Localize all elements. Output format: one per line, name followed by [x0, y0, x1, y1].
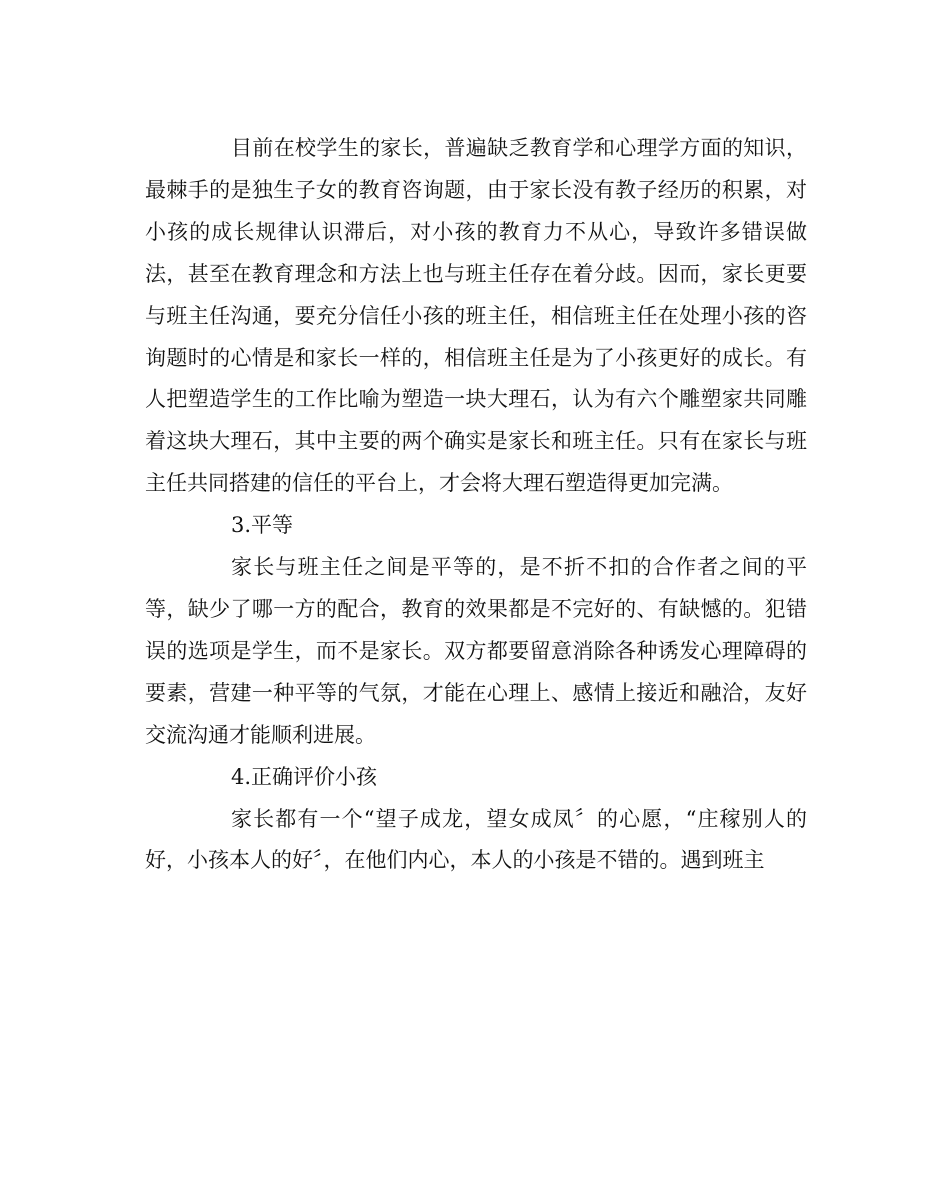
- document-body: [145, 128, 807, 882]
- paragraph-evaluate-child: 家长都有一个“望子成龙，望女成凤〞的心愿，“庄稼别人的好，小孩本人的好〞，在他们内心，本人的小孩是不错的。遇到班主: [145, 806, 807, 873]
- paragraph-parent-knowledge: 目前在校学生的家长，普遍缺乏教育学和心理学方面的知识，最棘手的是独生子女的教育咨询题，由于家长没有教子经历的积累，对小孩的成长规律认识滞后，对小孩的教育力不从心，导致许多错误做法，甚至在教育理念和方法上也与班主任存在着分歧。因而，家长更要与班主任沟通，要充分信任小孩的班主任，相信班主任在处理小孩的咨询题时的心情是和家长一样的，相信班主任是为了小孩更好的成长。有人把塑造学生的工作比喻为塑造一块大理石，认为有六个雕塑家共同雕着这块大理石，其中主要的两个确实是家长和班主任。只有在家长与班主任共同搭建的信任的平台上，才会将大理石塑造得更加完满。: [145, 136, 807, 496]
- section-heading-evaluate-child: 4.正确评价小孩: [231, 764, 378, 789]
- paragraph-equality: 家长与班主任之间是平等的，是不折不扣的合作者之间的平等，缺少了哪一方的配合，教育的效果都是不完好的、有缺憾的。犯错误的选项是学生，而不是家长。双方都要留意消除各种诱发心理障碍的要素，营建一种平等的气氛，才能在心理上、感情上接近和融洽，友好交流沟通才能顺利进展。: [145, 555, 807, 747]
- section-heading-equality: 3.平等: [231, 513, 294, 538]
